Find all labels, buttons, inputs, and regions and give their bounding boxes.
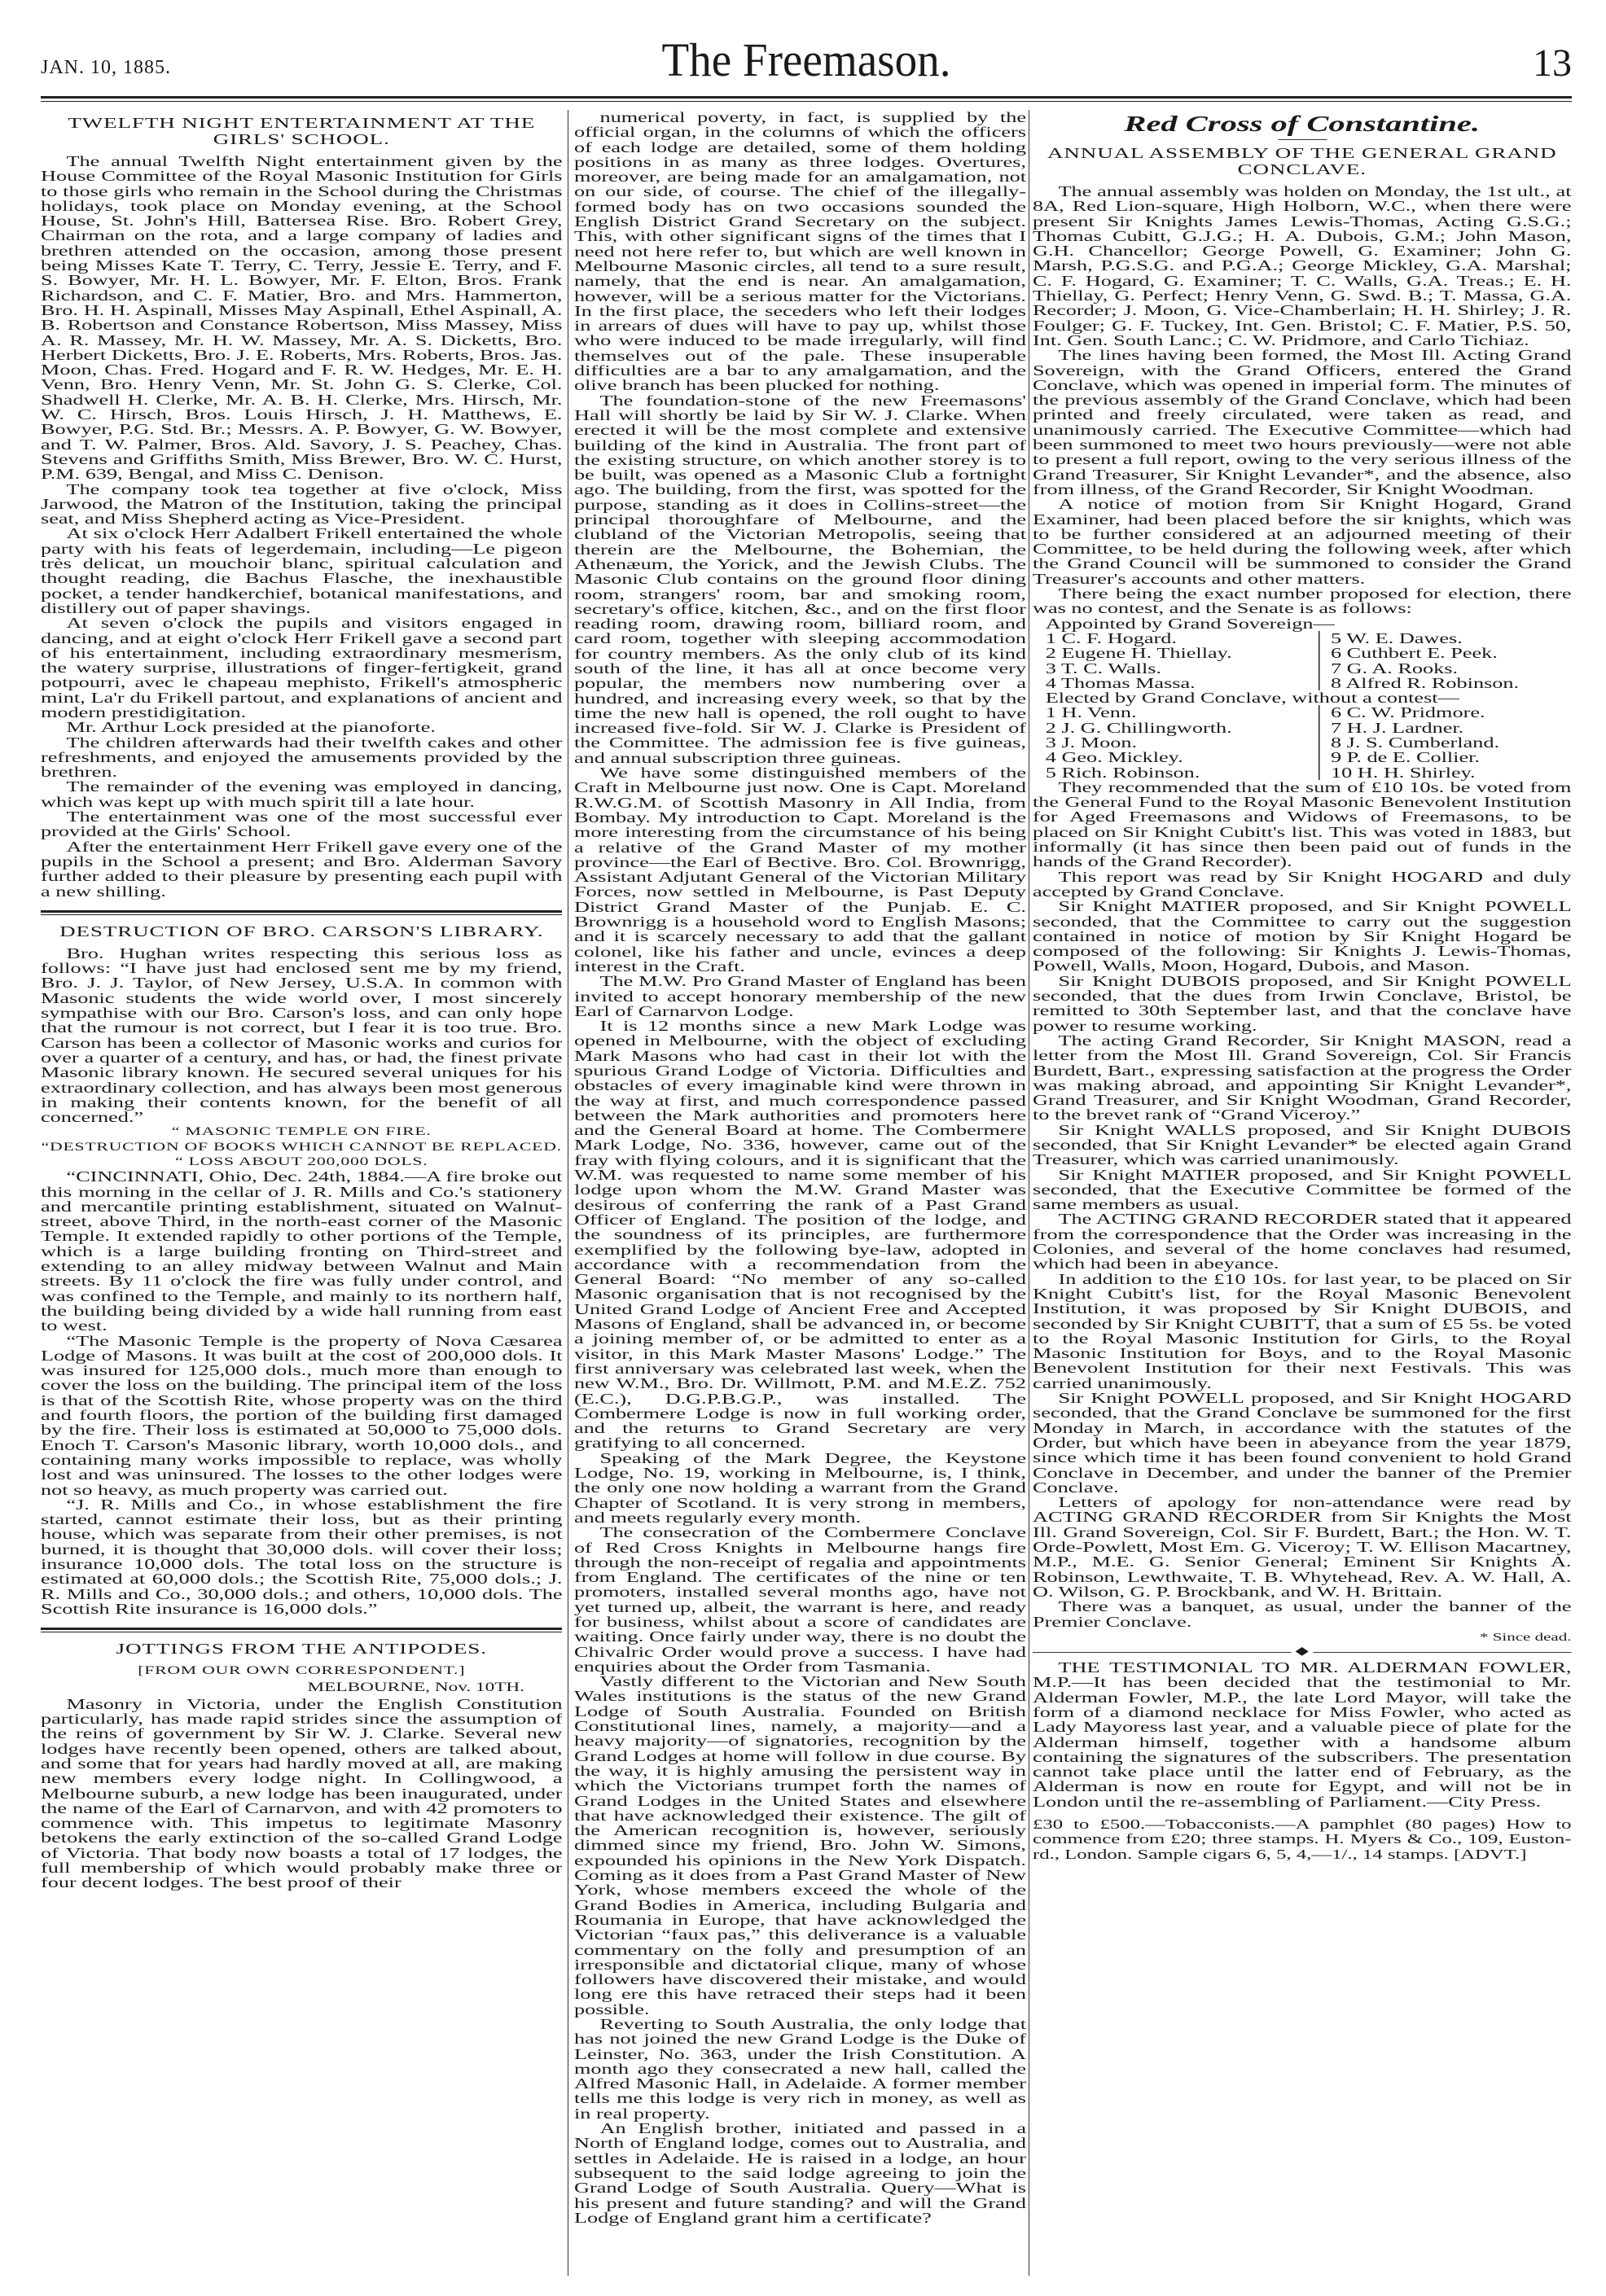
list-entry: 5 Rich. Robinson. (1046, 765, 1320, 780)
short-rule (1278, 139, 1327, 140)
list-row (1033, 631, 1572, 646)
paragraph: The ACTING GRAND RECORDER stated that it appeared from the correspondence that the Order was increasing in the Colonies, and several of the home conclaves had resumed, which had been in abeyance. (1033, 1211, 1572, 1273)
list-entry: 6 C. W. Pridmore. (1330, 704, 1485, 721)
dateline: MELBOURNE, Nov. 10TH. (307, 1680, 524, 1694)
list-row (1033, 721, 1572, 735)
list-row (1033, 765, 1572, 780)
paragraph: This report was read by Sir Knight HOGARD and duly accepted by Grand Conclave. (1033, 868, 1572, 900)
list-entry: 2 J. G. Chillingworth. (1046, 721, 1320, 735)
subheading: [FROM OUR OWN CORRESPONDENT.] (138, 1664, 466, 1678)
list-entry: 9 P. de E. Collier. (1330, 749, 1480, 766)
section-title: Red Cross of Constantine. (1124, 112, 1481, 136)
list-row (1033, 735, 1572, 750)
paragraph: “The Masonic Temple is the property of Nova Cæsarea Lodge of Masons. It was built at the cost of 200,000 dols. It was insured for 125,000 dols., much more than enough to cover the loss on the building. The principal item of the loss is that of the Scottish Rite, whose property was on the third and fourth floors, the portion of the building first damaged by the fire. Their loss is estimated at 50,000 to 75,000 dols. Enoch T. Carson's Masonic library, worth 10,000 dols., and containing many works impossible to replace, was wholly lost and was uninsured. The losses to the other lodges were not so heavy, as much property was carried out. (41, 1332, 562, 1498)
paragraph: The lines having been formed, the Most Ill. Acting Grand Sovereign, with the Grand Officers, entered the Grand Conclave, which was opened in imperial form. The minutes of the previous assembly of the Grand Conclave, which had been printed and freely circulated, were taken as read, and unanimously carried. The Executive Committee—which had been summoned to meet two hours previously—were not able to present a full report, owing to the very serious illness of the Grand Treasurer, Sir Knight Levander*, and the absence, also from illness, of the Grand Recorder, Sir Knight Woodman. (1033, 347, 1572, 497)
paragraph: We have some distinguished members of the Craft in Melbourne just now. One is Capt. Moreland R.W.G.M. of Scottish Masonry in All India, from Bombay. My introduction to Capt. Moreland is the more interesting from the circumstance of his being a relative of the Grand Master of my mother province—the Earl of Bective. Bro. Col. Brownrigg, Assistant Adjutant General of the Victorian Military Forces, now settled in Melbourne, is Past Deputy District Grand Master of the Punjab. E. C. Brownrigg is a household word to English Masons; and it is scarcely necessary to add that the gallant colonel, like his father and uncle, evinces a deep interest in the Craft. (574, 765, 1026, 975)
paragraph: At seven o'clock the pupils and visitors engaged in dancing, and at eight o'clock Herr Frikell gave a second part of his entertainment, including extraordinary mesmerism, the watery surprise, illustrations of finger-fertigkeit, grand potpourri, avec le chapeau mephisto, Frikell's atmospheric mint, La'r du Frikell partout, and explanations of ancient and modern prestidigitation. (41, 615, 562, 721)
ornament-divider (1033, 1645, 1572, 1658)
diamond-ornament-icon: ◆ (1291, 1645, 1314, 1659)
list-entry: 8 Alfred R. Robinson. (1330, 674, 1520, 691)
paragraph: The remainder of the evening was employed in dancing, which was kept up with much spirit till a late hour. (41, 778, 562, 810)
advertisement: £30 to £500.—Tobacconists.—A pamphlet (80 pages) How to commence from £20; three stamps. H. Myers & Co., 109, Euston-rd., London. Sample cigars 6, 5, 4,—1/., 14 stamps. [ADVT.] (1033, 1816, 1572, 1862)
paragraph: Sir Knight MATIER proposed, and Sir Knight POWELL seconded, that the Executive Committee be formed of the same members as usual. (1033, 1166, 1572, 1213)
article-heading: TWELFTH NIGHT ENTERTAINMENT AT THE GIRLS' SCHOOL. (68, 115, 536, 147)
senate-list (1033, 690, 1572, 780)
paragraph: Masonry in Victoria, under the English Constitution particularly, has made rapid strides since the assumption of the reins of government by Sir W. J. Clarke. Several new lodges have recently been opened, others are talked about, and some that for years had hardly moved at all, are making new members every lodge night. In Collingwood, a Melbourne suburb, a new lodge has been inaugurated, under the name of the Earl of Carnarvon, and with 42 promoters to commence with. This impetus to legitimate Masonry betokens the early extinction of the so-called Grand Lodge of Victoria. That body now boasts a total of 17 lodges, the full membership of which would probably make three or four decent lodges. The best proof of their (41, 1695, 562, 1891)
column-2 (574, 110, 1026, 2276)
list-row (1033, 646, 1572, 660)
paragraph: The consecration of the Combermere Conclave of Red Cross Knights in Melbourne hangs fire through the non-receipt of regalia and appointments from England. The certificates of the nine or ten promoters, installed several months ago, have not yet turned up, albeit, the warrant is here, and ready for business, whilst about a score of candidates are waiting. Once fairly under way, there is no doubt the Chivalric Order would prove a success. I have had enquiries about the Order from Tasmania. (574, 1524, 1026, 1675)
paragraph: The acting Grand Recorder, Sir Knight MASON, read a letter from the Most Ill. Grand Sovereign, Col. Sir Francis Burdett, Bart., expressing satisfaction at the progress the Order was making abroad, and appointing Sir Knight Levander*, Grand Treasurer, and Sir Knight Woodman, Grand Recorder, to the brevet rank of “Grand Viceroy.” (1033, 1032, 1572, 1124)
paragraph: A notice of motion from Sir Knight Hogard, Grand Examiner, had been placed before the sir knights, which was to be further considered at an adjourned meeting of their Committee, to be held during the following week, after which the Grand Council will be summoned to consider the Grand Treasurer's accounts and other matters. (1033, 496, 1572, 587)
senate-list (1033, 616, 1572, 690)
double-rule (41, 1628, 562, 1632)
list-row (1033, 750, 1572, 765)
paragraph: Letters of apology for non-attendance were read by ACTING GRAND RECORDER from Sir Knights the Most Ill. Grand Sovereign, Col. Sir F. Burdett, Bart.; the Hon. W. T. Orde-Powlett, Most Em. G. Viceroy; T. W. Ellison Macartney, M.P., M.E. G. Senior General; Eminent Sir Knights A. Robinson, Lewthwaite, T. B. Whytehead, Rev. A. W. Hall, A. O. Wilson, G. P. Brockbank, and W. H. Brittain. (1033, 1494, 1572, 1600)
paragraph: The entertainment was one of the most successful ever provided at the Girls' School. (41, 808, 562, 840)
list-entry: 1 H. Venn. (1046, 705, 1320, 720)
paragraph: At six o'clock Herr Adalbert Frikell entertained the whole party with his feats of legerdemain, including—Le pigeon très delicat, un mouchoir blanc, spiritual calculation and thought reading, die Bachus Flasche, the inexhaustible pocket, a tender handkerchief, botanical manifestations, and distillery out of paper shavings. (41, 525, 562, 616)
list-row (1033, 676, 1572, 690)
paragraph: Sir Knight DUBOIS proposed, and Sir Knight POWELL seconded, that the dues from Irwin Conclave, Bristol, be remitted to 30th September last, and that the conclave have power to resume working. (1033, 972, 1572, 1034)
list-entry: 6 Cuthbert E. Peek. (1330, 645, 1498, 662)
footnote: * Since dead. (1479, 1631, 1572, 1644)
paragraph: It is 12 months since a new Mark Lodge was opened in Melbourne, with the object of excluding Mark Masons who had cast in their lot with the spurious Grand Lodge of Victoria. Difficulties and obstacles of every imaginable kind were thrown in the way at first, and much correspondence passed between the Mark authorities and promoters here and the General Board at home. The Combermere Mark Lodge, No. 336, however, came out of the fray with flying colours, and it is significant that the W.M. was requested to name some member of his lodge upon whom the M.W. Grand Master was desirous of conferring the rank of a Past Grand Officer of England. The position of the lodge, and the soundness of its principles, are furthermore exemplified by the following bye-law, adopted in accordance with a recommendation from the General Board: “No member of any so-called Masonic organisation that is not recognised by the United Grand Lodge of Ancient Free and Accepted Masons of England, shall be advanced in, or become a joining member of, or be admitted to enter as a visitor, in this Mark Master Masons' Lodge.” The first anniversary was celebrated last week, when the new W.M., Bro. Dr. Willmott, P.M. and M.E.Z. 752 (E.C.), D.G.P.B.G.P., was installed. The Combermere Lodge is now in full working order, and the returns to Grand Secretary are very gratifying to all concerned. (574, 1018, 1026, 1452)
paragraph: “CINCINNATI, Ohio, Dec. 24th, 1884.—A fire broke out this morning in the cellar of J. R. Mills and Co.'s stationery and mercantile printing establishment, situated on Walnut-street, above Third, in the north-east corner of the Masonic Temple. It extended rapidly to other portions of the Temple, which is a large building fronting on Third-street and extending to an alley midway between Walnut and Main streets. By 11 o'clock the fire was fully under control, and was confined to the Temple, and mainly to its northern half, the building being divided by a wide hall running from east to west. (41, 1168, 562, 1334)
column-1 (41, 110, 562, 2276)
list-entry: 3 T. C. Walls. (1046, 661, 1320, 676)
newspaper-title: The Freemason. (661, 33, 951, 86)
list-entry: 7 H. J. Lardner. (1330, 719, 1464, 736)
column-content (41, 115, 562, 1891)
subheading: “ LOSS ABOUT 200,000 DOLS. (175, 1155, 428, 1168)
paragraph: Reverting to South Australia, the only lodge that has not joined the new Grand Lodge is the Duke of Leinster, No. 363, under the Irish Constitution. A month ago they consecrated a new hall, called the Alfred Masonic Hall, in Adelaide. A former member tells me this lodge is very rich in money, as well as in real property. (574, 2016, 1026, 2122)
list-row (1033, 705, 1572, 720)
page-number: 13 (1533, 42, 1572, 85)
double-rule (41, 910, 562, 915)
masthead-rule (41, 96, 1572, 102)
subheading: “ MASONIC TEMPLE ON FIRE. (171, 1125, 432, 1139)
column-content (1033, 112, 1572, 1862)
paragraph: Speaking of the Mark Degree, the Keystone Lodge, No. 19, working in Melbourne, is, I think, the only one now holding a warrant from the Grand Chapter of Scotland. It is very strong in members, and meets regularly every month. (574, 1449, 1026, 1526)
article-heading: JOTTINGS FROM THE ANTIPODES. (116, 1641, 487, 1658)
column-3 (1033, 110, 1572, 2276)
paragraph: They recommended that the sum of £10 10s. be voted from the General Fund to the Royal Masonic Benevolent Institution for Aged Freemasons and Widows of Freemasons, to be placed on Sir Knight Cubitt's list. This was voted in 1883, but informally (it has since then been paid out of funds in the hands of the Grand Recorder). (1033, 778, 1572, 870)
paragraph: The annual Twelfth Night entertainment given by the House Committee of the Royal Masonic Institution for Girls to those girls who remain in the School during the Christmas holidays, took place on Monday evening, at the School House, St. John's Hill, Battersea Rise. Bro. Robert Grey, Chairman on the rota, and a large company of ladies and brethren attended on the occasion, among those present being Misses Kate T. Terry, C. Terry, Jessie E. Terry, and F. S. Bowyer, Mr. H. L. Bowyer, Mr. F. Elton, Bros. Frank Richardson, and C. F. Matier, Bro. and Mrs. Hammerton, Bro. H. H. Aspinall, Misses May Aspinall, Ethel Aspinall, A. B. Robertson and Constance Robertson, Miss Massey, Miss A. R. Massey, Mr. H. W. Massey, Mr. A. S. Dicketts, Bro. Herbert Dicketts, Bro. J. E. Roberts, Mrs. Roberts, Bros. Jas. Moon, Chas. Fred. Hogard and F. R. W. Hedges, Mr. E. H. Venn, Bro. Henry Venn, Mr. St. John G. S. Clerke, Col. Shadwell H. Clerke, Mr. A. B. H. Clerke, Mrs. Hirsch, Mr. W. C. Hirsch, Bros. Louis Hirsch, J. H. Matthews, E. Bowyer, P.G. Std. Br.; Messrs. A. P. Bowyer, G. W. Bowyer, and T. W. Palmer, Bros. Ald. Savory, J. S. Peachey, Chas. Stevens and Griffiths Smith, Miss Brewer, Bro. W. C. Hurst, P.M. 639, Bengal, and Miss C. Denison. (41, 153, 562, 483)
list-entry: 5 W. E. Dawes. (1330, 629, 1463, 646)
list-row (1033, 661, 1572, 676)
paragraph: Vastly different to the Victorian and New South Wales institutions is the status of the new Grand Lodge of South Australia. Founded on British Constitutional lines, namely, a majority—and a heavy majority—of signatories, recognition by the Grand Lodges at home will follow in due course. By the way, it is highly amusing the persistent way in which the Victorians trumpet forth the names of Grand Lodges in the United States and elsewhere that have acknowledged their existence. The gilt of the American recognition is, however, seriously dimmed since my friend, Bro. John W. Simons, expounded his opinions in the New York Dispatch. Coming as it does from a Past Grand Master of New York, whose members exceed the whole of the Grand Bodies in America, including Bulgaria and Roumania in Europe, that have acknowledged the Victorian “faux pas,” this deliverance is a valuable commentary on the folly and presumption of an irresponsible and dictatorial clique, many of whose followers have discovered their mistake, and would long ere this have retraced their steps had it been possible. (574, 1673, 1026, 2018)
list-heading: Appointed by Grand Sovereign— (1045, 615, 1335, 632)
paragraph: An English brother, initiated and passed in a North of England lodge, comes out to Australia, and settles in Adelaide. He is raised in a lodge, an hour subsequent to the said lodge agreeing to join the Grand Lodge of South Australia. Query—What is his present and future standing? and will the Grand Lodge of England grant him a certificate? (574, 2120, 1026, 2226)
column-content (574, 110, 1026, 2225)
paragraph: THE TESTIMONIAL TO MR. ALDERMAN FOWLER, M.P.—It has been decided that the testimonial to Mr. Alderman Fowler, M.P., the late Lord Mayor, will take the form of a diamond necklace for Miss Fowler, who acted as Lady Mayoress last year, and a valuable piece of plate for the Alderman himself, together with a handsome album containing the signatures of the subscribers. The presentation cannot take place until the latter end of February, as the Alderman is now en route for Egypt, and will not be in London until the re-assembling of Parliament.—City Press. (1033, 1659, 1572, 1810)
paragraph: In addition to the £10 10s. for last year, to be placed on Sir Knight Cubitt's list, for the Royal Masonic Benevolent Institution, it was proposed by Sir Knight DUBOIS, and seconded by Sir Knight CUBITT, that a sum of £5 5s. be voted to the Royal Masonic Institution for Girls, to the Royal Masonic Institution for Boys, and to the Royal Masonic Benevolent Institution for their next Festivals. This was carried unanimously. (1033, 1270, 1572, 1391)
list-entry: 3 J. Moon. (1046, 735, 1320, 750)
article-heading: ANNUAL ASSEMBLY OF THE GENERAL GRAND CONCLAVE. (1047, 145, 1557, 177)
list-entry: 4 Thomas Massa. (1046, 676, 1320, 690)
paragraph: There being the exact number proposed for election, there was no contest, and the Senate is as follows: (1033, 585, 1572, 617)
paragraph: There was a banquet, as usual, under the banner of the Premier Conclave. (1033, 1598, 1572, 1630)
paragraph: numerical poverty, in fact, is supplied by the official organ, in the columns of which the officers of each lodge are detailed, some of them holding positions in as many as three lodges. Overtures, moreover, are being made for an amalgamation, not on our side, of course. The chief of the illegally-formed body has on two occasions sounded the English District Grand Secretary on the subject. This, with other significant signs of the times that I need not here refer to, but which are well known in Melbourne Masonic circles, all tend to a sure result, namely, that the end is near. An amalgamation, however, will be a serious matter for the Victorians. In the first place, the seceders who left their lodges in arrears of dues will have to pay up, whilst those who were induced to be made irregularly, will find themselves out of the pale. These insuperable difficulties are a bar to any amalgamation, and the olive branch has been plucked for nothing. (574, 110, 1026, 394)
paragraph: After the entertainment Herr Frikell gave every one of the pupils in the School a present; and Bro. Alderman Savory further added to their pleasure by presenting each pupil with a new shilling. (41, 838, 562, 900)
paragraph: Sir Knight WALLS proposed, and Sir Knight DUBOIS seconded, that Sir Knight Levander* be elected again Grand Treasurer, which was carried unanimously. (1033, 1121, 1572, 1168)
paragraph: The M.W. Pro Grand Master of England has been invited to accept honorary membership of the new Earl of Carnarvon Lodge. (574, 973, 1026, 1019)
paragraph: Sir Knight MATIER proposed, and Sir Knight POWELL seconded, that the Committee to carry out the suggestion contained in notice of motion by Sir Knight Hogard be composed of the following: Sir Knights J. Lewis-Thomas, Powell, Walls, Moon, Hogard, Dubois, and Mason. (1033, 898, 1572, 975)
masthead (41, 33, 1572, 90)
list-heading: Elected by Grand Conclave, without a contest— (1045, 690, 1459, 707)
list-entry: 7 G. A. Rooks. (1330, 659, 1459, 677)
list-entry: 4 Geo. Mickley. (1046, 750, 1320, 765)
list-entry: 1 C. F. Hogard. (1046, 631, 1320, 646)
paragraph: The foundation-stone of the new Freemasons' Hall will shortly be laid by Sir W. J. Clarke. When erected it will be the most complete and extensive building of the kind in Australia. The front part of the existing structure, on which another storey is to be built, was opened as a Masonic Club a fortnight ago. The building, from the first, was spotted for the purpose, standing as it does in Collins-street—the principal thoroughfare of Melbourne, and the clubland of the Victorian Metropolis, seeing that therein are the Melbourne, the Bohemian, the Athenæum, the Yorick, and the Jewish Clubs. The Masonic Club contains on the ground floor dining room, strangers' room, bar and smoking room, secretary's office, kitchen, &c., and on the first floor reading room, drawing room, billiard room, and card room, together with sleeping accommodation for country members. As the only club of its kind south of the line, it has all at once become very popular, the members now numbering over a hundred, and increasing every week, so that by the time the new hall is opened, the roll ought to have increased five-fold. Sir W. J. Clarke is President of the Committee. The admission fee is five guineas, and annual subscription three guineas. (574, 392, 1026, 766)
list-entry: 2 Eugene H. Thiellay. (1046, 646, 1320, 660)
paragraph: Mr. Arthur Lock presided at the pianoforte. (66, 719, 436, 736)
article-heading: DESTRUCTION OF BRO. CARSON'S LIBRARY. (59, 922, 544, 940)
paragraph: Sir Knight POWELL proposed, and Sir Knight HOGARD seconded, that the Grand Conclave be summoned for the first Monday in March, in accordance with the statutes of the Order, but which have been in abeyance from the year 1879, since which time it has been found convenient to hold Grand Conclave in December, and under the banner of the Premier Conclave. (1033, 1390, 1572, 1496)
issue-date: JAN. 10, 1885. (41, 57, 172, 78)
paragraph: The children afterwards had their twelfth cakes and other refreshments, and enjoyed the amusements provided by the brethren. (41, 734, 562, 781)
paragraph: The annual assembly was holden on Monday, the 1st ult., at 8A, Red Lion-square, High Holborn, W.C., when there were present Sir Knights James Lewis-Thomas, Acting G.S.G.; Thomas Cubitt, G.J.G.; H. A. Dubois, G.M.; John Mason, G.H. Chancellor; George Powell, G. Examiner; John G. Marsh, P.G.S.G. and P.G.A.; George Mickley, G.A. Marshal; C. F. Hogard, G. Examiner; T. C. Walls, G.A. Treas.; E. H. Thiellay, G. Perfect; Henry Venn, G. Swd. B.; T. Massa, G.A. Recorder; J. Moon, G. Vice-Chamberlain; H. H. Shirley; J. R. Foulger; G. F. Tuckey, Int. Gen. Bristol; C. F. Matier, P.S. 50, Int. Gen. South Lanc.; C. W. Pridmore, and Carlo Tichiaz. (1033, 183, 1572, 348)
list-entry: 10 H. H. Shirley. (1330, 764, 1476, 781)
paragraph: Bro. Hughan writes respecting this serious loss as follows: “I have just had enclosed sent me by my friend, Bro. J. J. Taylor, of New Jersey, U.S.A. In common with Masonic students the wide world over, I most sincerely sympathise with our Bro. Carson's loss, and can only hope that the rumour is not correct, but I fear it is too true. Bro. Carson has been a collector of Masonic works and curios for over a quarter of a century, and has, or had, the finest private Masonic library known. He secured several uniques for his extraordinary collection, and has always been most generous in making their contents known, for the benefit of all concerned.” (41, 944, 562, 1126)
paragraph: “J. R. Mills and Co., in whose establishment the fire started, cannot estimate their loss, but as their printing house, which was separate from their other premises, is not burned, it is thought that 30,000 dols. will cover their loss; insurance 10,000 dols. The total loss on the structure is estimated at 60,000 dols.; the Scottish Rite, 75,000 dols.; J. R. Mills and Co., 30,000 dols.; and others, 10,000 dols. The Scottish Rite insurance is 16,000 dols.” (41, 1496, 562, 1617)
subheading: “DESTRUCTION OF BOOKS WHICH CANNOT BE REPLACED. (41, 1140, 562, 1154)
paragraph: The company took tea together at five o'clock, Miss Jarwood, the Matron of the Institution, taking the principal seat, and Miss Shepherd acting as Vice-President. (41, 480, 562, 528)
list-entry: 8 J. S. Cumberland. (1330, 734, 1500, 751)
